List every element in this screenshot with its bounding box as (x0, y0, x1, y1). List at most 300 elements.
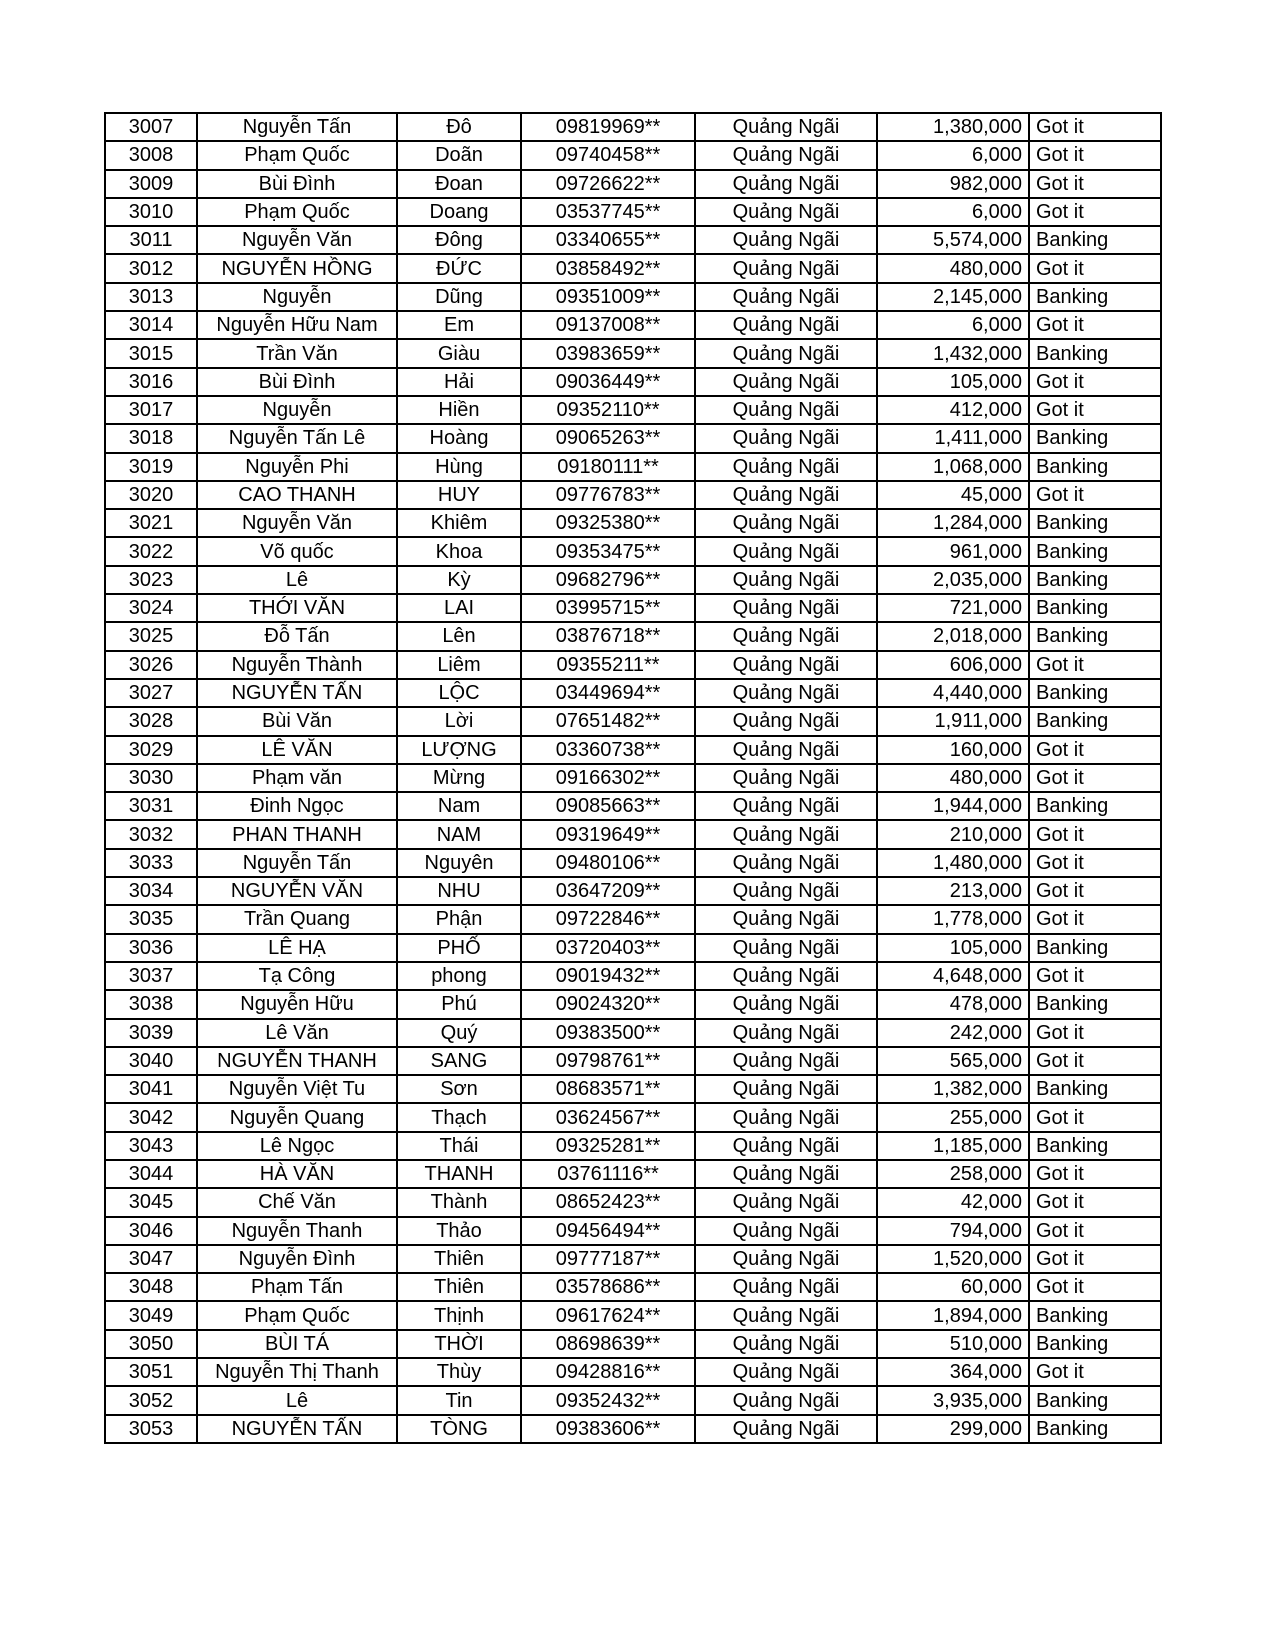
record-id-cell: 3034 (105, 877, 197, 905)
first-name-cell: Nguyễn Tấn (197, 113, 397, 141)
last-name-cell: Thịnh (397, 1301, 521, 1329)
phone-cell: 09166302** (521, 764, 695, 792)
record-id-cell: 3033 (105, 849, 197, 877)
province-cell: Quảng Ngãi (695, 1217, 877, 1245)
last-name-cell: TÒNG (397, 1415, 521, 1443)
last-name-cell: Thiên (397, 1245, 521, 1273)
amount-cell: 1,284,000 (877, 509, 1029, 537)
amount-cell: 364,000 (877, 1358, 1029, 1386)
status-cell: Got it (1029, 651, 1161, 679)
first-name-cell: NGUYỄN TẤN (197, 1415, 397, 1443)
table-row (105, 764, 1161, 792)
record-id-cell: 3008 (105, 141, 197, 169)
phone-cell: 03624567** (521, 1103, 695, 1131)
table-row (105, 311, 1161, 339)
records-table (104, 112, 1162, 1444)
last-name-cell: Mừng (397, 764, 521, 792)
province-cell: Quảng Ngãi (695, 453, 877, 481)
status-cell: Banking (1029, 1132, 1161, 1160)
record-id-cell: 3039 (105, 1019, 197, 1047)
status-cell: Banking (1029, 1330, 1161, 1358)
last-name-cell: Doãn (397, 141, 521, 169)
amount-cell: 794,000 (877, 1217, 1029, 1245)
status-cell: Banking (1029, 707, 1161, 735)
phone-cell: 09726622** (521, 170, 695, 198)
phone-cell: 03761116** (521, 1160, 695, 1188)
amount-cell: 105,000 (877, 934, 1029, 962)
phone-cell: 09383606** (521, 1415, 695, 1443)
record-id-cell: 3013 (105, 283, 197, 311)
first-name-cell: Bùi Văn (197, 707, 397, 735)
table-row (105, 905, 1161, 933)
status-cell: Got it (1029, 1217, 1161, 1245)
last-name-cell: Thùy (397, 1358, 521, 1386)
first-name-cell: NGUYỄN TẤN (197, 679, 397, 707)
amount-cell: 160,000 (877, 736, 1029, 764)
status-cell: Banking (1029, 622, 1161, 650)
first-name-cell: Nguyễn Phi (197, 453, 397, 481)
amount-cell: 1,411,000 (877, 424, 1029, 452)
amount-cell: 1,380,000 (877, 113, 1029, 141)
status-cell: Banking (1029, 1075, 1161, 1103)
first-name-cell: Nguyễn Văn (197, 226, 397, 254)
table-row (105, 962, 1161, 990)
last-name-cell: Lên (397, 622, 521, 650)
record-id-cell: 3035 (105, 905, 197, 933)
last-name-cell: THANH (397, 1160, 521, 1188)
table-row (105, 1103, 1161, 1131)
last-name-cell: Doang (397, 198, 521, 226)
table-row (105, 622, 1161, 650)
status-cell: Got it (1029, 849, 1161, 877)
amount-cell: 1,185,000 (877, 1132, 1029, 1160)
table-row (105, 170, 1161, 198)
province-cell: Quảng Ngãi (695, 1019, 877, 1047)
province-cell: Quảng Ngãi (695, 1103, 877, 1131)
status-cell: Banking (1029, 1415, 1161, 1443)
amount-cell: 4,648,000 (877, 962, 1029, 990)
province-cell: Quảng Ngãi (695, 877, 877, 905)
status-cell: Banking (1029, 509, 1161, 537)
first-name-cell: Đinh Ngọc (197, 792, 397, 820)
table-row (105, 934, 1161, 962)
province-cell: Quảng Ngãi (695, 764, 877, 792)
first-name-cell: Phạm Quốc (197, 1301, 397, 1329)
province-cell: Quảng Ngãi (695, 934, 877, 962)
last-name-cell: Giàu (397, 339, 521, 367)
records-table-body (105, 113, 1161, 1443)
last-name-cell: Tin (397, 1386, 521, 1414)
amount-cell: 480,000 (877, 764, 1029, 792)
status-cell: Banking (1029, 537, 1161, 565)
province-cell: Quảng Ngãi (695, 113, 877, 141)
amount-cell: 210,000 (877, 820, 1029, 848)
province-cell: Quảng Ngãi (695, 1047, 877, 1075)
province-cell: Quảng Ngãi (695, 1160, 877, 1188)
phone-cell: 03578686** (521, 1273, 695, 1301)
first-name-cell: NGUYỄN VĂN (197, 877, 397, 905)
province-cell: Quảng Ngãi (695, 1330, 877, 1358)
amount-cell: 258,000 (877, 1160, 1029, 1188)
province-cell: Quảng Ngãi (695, 198, 877, 226)
first-name-cell: Phạm Tấn (197, 1273, 397, 1301)
amount-cell: 4,440,000 (877, 679, 1029, 707)
phone-cell: 09428816** (521, 1358, 695, 1386)
province-cell: Quảng Ngãi (695, 424, 877, 452)
first-name-cell: HÀ VĂN (197, 1160, 397, 1188)
amount-cell: 961,000 (877, 537, 1029, 565)
record-id-cell: 3020 (105, 481, 197, 509)
record-id-cell: 3012 (105, 254, 197, 282)
province-cell: Quảng Ngãi (695, 1245, 877, 1273)
record-id-cell: 3036 (105, 934, 197, 962)
phone-cell: 09722846** (521, 905, 695, 933)
record-id-cell: 3017 (105, 396, 197, 424)
status-cell: Got it (1029, 254, 1161, 282)
amount-cell: 480,000 (877, 254, 1029, 282)
amount-cell: 478,000 (877, 990, 1029, 1018)
first-name-cell: Nguyễn Việt Tu (197, 1075, 397, 1103)
amount-cell: 6,000 (877, 141, 1029, 169)
status-cell: Banking (1029, 566, 1161, 594)
amount-cell: 1,520,000 (877, 1245, 1029, 1273)
record-id-cell: 3016 (105, 368, 197, 396)
record-id-cell: 3031 (105, 792, 197, 820)
phone-cell: 03360738** (521, 736, 695, 764)
amount-cell: 213,000 (877, 877, 1029, 905)
record-id-cell: 3019 (105, 453, 197, 481)
table-row (105, 1358, 1161, 1386)
table-row (105, 396, 1161, 424)
status-cell: Got it (1029, 1160, 1161, 1188)
province-cell: Quảng Ngãi (695, 1132, 877, 1160)
phone-cell: 09137008** (521, 311, 695, 339)
last-name-cell: Nam (397, 792, 521, 820)
amount-cell: 42,000 (877, 1188, 1029, 1216)
province-cell: Quảng Ngãi (695, 679, 877, 707)
first-name-cell: Chế Văn (197, 1188, 397, 1216)
amount-cell: 982,000 (877, 170, 1029, 198)
first-name-cell: Tạ Công (197, 962, 397, 990)
first-name-cell: Đỗ Tấn (197, 622, 397, 650)
province-cell: Quảng Ngãi (695, 537, 877, 565)
last-name-cell: Sơn (397, 1075, 521, 1103)
table-row (105, 792, 1161, 820)
status-cell: Got it (1029, 311, 1161, 339)
status-cell: Got it (1029, 1188, 1161, 1216)
record-id-cell: 3010 (105, 198, 197, 226)
province-cell: Quảng Ngãi (695, 1075, 877, 1103)
phone-cell: 03449694** (521, 679, 695, 707)
province-cell: Quảng Ngãi (695, 736, 877, 764)
record-id-cell: 3042 (105, 1103, 197, 1131)
record-id-cell: 3007 (105, 113, 197, 141)
first-name-cell: Nguyễn Thành (197, 651, 397, 679)
status-cell: Banking (1029, 1386, 1161, 1414)
first-name-cell: Lê (197, 566, 397, 594)
first-name-cell: NGUYỄN THANH (197, 1047, 397, 1075)
phone-cell: 09024320** (521, 990, 695, 1018)
table-row (105, 1330, 1161, 1358)
province-cell: Quảng Ngãi (695, 962, 877, 990)
first-name-cell: THỚI VĂN (197, 594, 397, 622)
last-name-cell: Nguyên (397, 849, 521, 877)
record-id-cell: 3029 (105, 736, 197, 764)
phone-cell: 09036449** (521, 368, 695, 396)
status-cell: Banking (1029, 934, 1161, 962)
first-name-cell: Trần Văn (197, 339, 397, 367)
record-id-cell: 3049 (105, 1301, 197, 1329)
phone-cell: 03876718** (521, 622, 695, 650)
last-name-cell: Phú (397, 990, 521, 1018)
phone-cell: 03720403** (521, 934, 695, 962)
status-cell: Banking (1029, 283, 1161, 311)
amount-cell: 1,778,000 (877, 905, 1029, 933)
province-cell: Quảng Ngãi (695, 905, 877, 933)
province-cell: Quảng Ngãi (695, 622, 877, 650)
table-row (105, 651, 1161, 679)
table-row (105, 254, 1161, 282)
amount-cell: 565,000 (877, 1047, 1029, 1075)
last-name-cell: Khoa (397, 537, 521, 565)
table-row (105, 339, 1161, 367)
table-row (105, 113, 1161, 141)
record-id-cell: 3050 (105, 1330, 197, 1358)
amount-cell: 510,000 (877, 1330, 1029, 1358)
province-cell: Quảng Ngãi (695, 566, 877, 594)
record-id-cell: 3018 (105, 424, 197, 452)
amount-cell: 6,000 (877, 198, 1029, 226)
province-cell: Quảng Ngãi (695, 707, 877, 735)
phone-cell: 03537745** (521, 198, 695, 226)
last-name-cell: Thành (397, 1188, 521, 1216)
first-name-cell: Nguyễn (197, 396, 397, 424)
table-row (105, 566, 1161, 594)
amount-cell: 1,911,000 (877, 707, 1029, 735)
amount-cell: 5,574,000 (877, 226, 1029, 254)
phone-cell: 03340655** (521, 226, 695, 254)
table-row (105, 1301, 1161, 1329)
first-name-cell: Võ quốc (197, 537, 397, 565)
first-name-cell: Nguyễn Hữu (197, 990, 397, 1018)
record-id-cell: 3027 (105, 679, 197, 707)
province-cell: Quảng Ngãi (695, 283, 877, 311)
table-row (105, 877, 1161, 905)
amount-cell: 1,432,000 (877, 339, 1029, 367)
status-cell: Got it (1029, 877, 1161, 905)
amount-cell: 299,000 (877, 1415, 1029, 1443)
status-cell: Got it (1029, 820, 1161, 848)
province-cell: Quảng Ngãi (695, 396, 877, 424)
amount-cell: 3,935,000 (877, 1386, 1029, 1414)
record-id-cell: 3048 (105, 1273, 197, 1301)
province-cell: Quảng Ngãi (695, 170, 877, 198)
phone-cell: 09325281** (521, 1132, 695, 1160)
status-cell: Banking (1029, 990, 1161, 1018)
province-cell: Quảng Ngãi (695, 226, 877, 254)
phone-cell: 03858492** (521, 254, 695, 282)
record-id-cell: 3051 (105, 1358, 197, 1386)
amount-cell: 60,000 (877, 1273, 1029, 1301)
status-cell: Got it (1029, 905, 1161, 933)
status-cell: Banking (1029, 792, 1161, 820)
table-row (105, 1160, 1161, 1188)
status-cell: Banking (1029, 226, 1161, 254)
status-cell: Got it (1029, 736, 1161, 764)
table-row (105, 509, 1161, 537)
table-row (105, 1019, 1161, 1047)
last-name-cell: Hiền (397, 396, 521, 424)
last-name-cell: Dũng (397, 283, 521, 311)
table-row (105, 1245, 1161, 1273)
first-name-cell: Phạm Quốc (197, 141, 397, 169)
table-row (105, 594, 1161, 622)
last-name-cell: Lời (397, 707, 521, 735)
phone-cell: 09456494** (521, 1217, 695, 1245)
phone-cell: 09353475** (521, 537, 695, 565)
phone-cell: 09065263** (521, 424, 695, 452)
record-id-cell: 3038 (105, 990, 197, 1018)
last-name-cell: Đoan (397, 170, 521, 198)
record-id-cell: 3024 (105, 594, 197, 622)
phone-cell: 03983659** (521, 339, 695, 367)
table-row (105, 736, 1161, 764)
phone-cell: 09480106** (521, 849, 695, 877)
status-cell: Got it (1029, 396, 1161, 424)
last-name-cell: Hải (397, 368, 521, 396)
status-cell: Got it (1029, 368, 1161, 396)
province-cell: Quảng Ngãi (695, 1358, 877, 1386)
last-name-cell: NHU (397, 877, 521, 905)
first-name-cell: Lê Ngọc (197, 1132, 397, 1160)
first-name-cell: Bùi Đình (197, 368, 397, 396)
last-name-cell: Quý (397, 1019, 521, 1047)
province-cell: Quảng Ngãi (695, 254, 877, 282)
table-row (105, 481, 1161, 509)
phone-cell: 09776783** (521, 481, 695, 509)
table-row (105, 1075, 1161, 1103)
table-row (105, 1047, 1161, 1075)
table-row (105, 707, 1161, 735)
phone-cell: 08683571** (521, 1075, 695, 1103)
province-cell: Quảng Ngãi (695, 339, 877, 367)
province-cell: Quảng Ngãi (695, 594, 877, 622)
first-name-cell: CAO THANH (197, 481, 397, 509)
first-name-cell: BÙI TÁ (197, 1330, 397, 1358)
table-row (105, 537, 1161, 565)
phone-cell: 09351009** (521, 283, 695, 311)
record-id-cell: 3040 (105, 1047, 197, 1075)
amount-cell: 1,068,000 (877, 453, 1029, 481)
first-name-cell: Nguyễn Quang (197, 1103, 397, 1131)
table-row (105, 424, 1161, 452)
status-cell: Banking (1029, 1301, 1161, 1329)
phone-cell: 09355211** (521, 651, 695, 679)
table-row (105, 1386, 1161, 1414)
amount-cell: 1,480,000 (877, 849, 1029, 877)
phone-cell: 09383500** (521, 1019, 695, 1047)
status-cell: Got it (1029, 764, 1161, 792)
table-row (105, 1273, 1161, 1301)
first-name-cell: Trần Quang (197, 905, 397, 933)
phone-cell: 09740458** (521, 141, 695, 169)
last-name-cell: Liêm (397, 651, 521, 679)
status-cell: Got it (1029, 1047, 1161, 1075)
province-cell: Quảng Ngãi (695, 1301, 877, 1329)
status-cell: Got it (1029, 1245, 1161, 1273)
first-name-cell: Nguyễn Tấn Lê (197, 424, 397, 452)
province-cell: Quảng Ngãi (695, 990, 877, 1018)
amount-cell: 2,145,000 (877, 283, 1029, 311)
table-row (105, 226, 1161, 254)
record-id-cell: 3028 (105, 707, 197, 735)
status-cell: Got it (1029, 1019, 1161, 1047)
first-name-cell: Nguyễn Thị Thanh (197, 1358, 397, 1386)
status-cell: Banking (1029, 424, 1161, 452)
last-name-cell: Thiên (397, 1273, 521, 1301)
phone-cell: 09798761** (521, 1047, 695, 1075)
phone-cell: 07651482** (521, 707, 695, 735)
record-id-cell: 3053 (105, 1415, 197, 1443)
amount-cell: 6,000 (877, 311, 1029, 339)
status-cell: Got it (1029, 198, 1161, 226)
table-row (105, 820, 1161, 848)
table-row (105, 1188, 1161, 1216)
record-id-cell: 3021 (105, 509, 197, 537)
phone-cell: 09325380** (521, 509, 695, 537)
record-id-cell: 3011 (105, 226, 197, 254)
last-name-cell: Thạch (397, 1103, 521, 1131)
last-name-cell: Thái (397, 1132, 521, 1160)
last-name-cell: HUY (397, 481, 521, 509)
table-row (105, 283, 1161, 311)
table-row (105, 453, 1161, 481)
first-name-cell: Nguyễn Tấn (197, 849, 397, 877)
last-name-cell: Khiêm (397, 509, 521, 537)
first-name-cell: Bùi Đình (197, 170, 397, 198)
phone-cell: 09085663** (521, 792, 695, 820)
province-cell: Quảng Ngãi (695, 651, 877, 679)
first-name-cell: Nguyễn (197, 283, 397, 311)
status-cell: Banking (1029, 453, 1161, 481)
status-cell: Got it (1029, 170, 1161, 198)
phone-cell: 09180111** (521, 453, 695, 481)
amount-cell: 255,000 (877, 1103, 1029, 1131)
phone-cell: 08698639** (521, 1330, 695, 1358)
first-name-cell: Lê (197, 1386, 397, 1414)
table-row (105, 990, 1161, 1018)
record-id-cell: 3009 (105, 170, 197, 198)
amount-cell: 1,944,000 (877, 792, 1029, 820)
amount-cell: 105,000 (877, 368, 1029, 396)
record-id-cell: 3043 (105, 1132, 197, 1160)
province-cell: Quảng Ngãi (695, 509, 877, 537)
last-name-cell: THỜI (397, 1330, 521, 1358)
record-id-cell: 3047 (105, 1245, 197, 1273)
phone-cell: 03995715** (521, 594, 695, 622)
province-cell: Quảng Ngãi (695, 1386, 877, 1414)
first-name-cell: Nguyễn Thanh (197, 1217, 397, 1245)
phone-cell: 09319649** (521, 820, 695, 848)
last-name-cell: Em (397, 311, 521, 339)
province-cell: Quảng Ngãi (695, 1415, 877, 1443)
first-name-cell: PHAN THANH (197, 820, 397, 848)
amount-cell: 45,000 (877, 481, 1029, 509)
table-row (105, 1132, 1161, 1160)
phone-cell: 09777187** (521, 1245, 695, 1273)
last-name-cell: Kỳ (397, 566, 521, 594)
first-name-cell: LÊ HẠ (197, 934, 397, 962)
